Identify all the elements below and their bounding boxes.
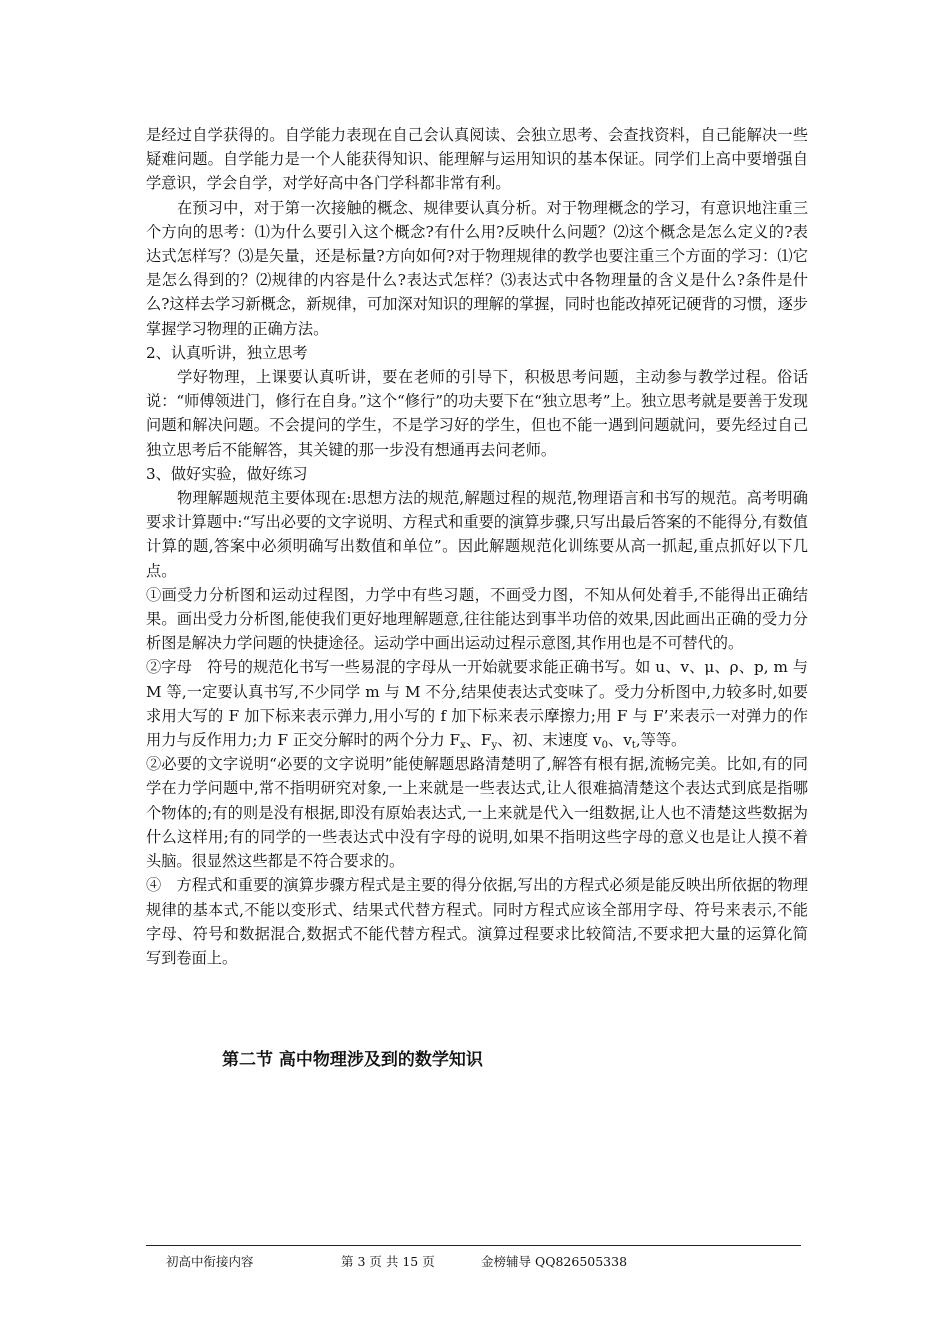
footer-page-number: 第 3 页 共 15 页 (341, 1254, 435, 1269)
paragraph-text-explanation: ②必要的文字说明“必要的文字说明”能使解题思路清楚明了,解答有根有据,流畅完美。比如,有的同学在力学问题中,常不指明研究对象,一上来就是一些表达式,让人很难搞清楚这个表达式到底是指哪个物体的;有的则是没有根据,即没有原始表达式,一上来就是代入一组数据,让人也不清楚这些数据为什么这样用;有的同学的一些表达式中没有字母的说明,如果不指明这些字母的意义也是让人摸不着头脑。很显然这些都是不符合要求的。 (146, 755, 808, 871)
paragraph-preview: 在预习中，对于第一次接触的概念、规律要认真分析。对于物理概念的学习，有意识地注重三个方向的思考：⑴为什么要引入这个概念?有什么用?反映什么问题？⑵这个概念是怎么定义的?表达式怎样写？⑶是矢量，还是标量?方向如何?对于物理规律的教学也要注重三个方面的学习：⑴它是怎么得到的？⑵规律的内容是什么?表达式怎样？⑶表达式中各物理量的含义是什么?条件是什么?这样去学习新概念，新规律，可加深对知识的理解的掌握，同时也能改掉死记硬背的习惯，逐步掌握学习物理的正确方法。 (146, 198, 808, 338)
page-body (146, 123, 808, 970)
paragraph-equations: ④ 方程式和重要的演算步骤方程式是主要的得分依据,写出的方程式必须是能反映出所依据的物理规律的基本式,不能以变形式、结果式代替方程式。同时方程式应该全部用字母、符号来表示,不能字母、符号和数据混合,数据式不能代替方程式。演算过程要求比较简洁,不要求把大量的运算化简写到卷面上。 (146, 876, 808, 967)
symbols-text-5: ,等等。 (635, 731, 687, 750)
paragraph-self-study: 是经过自学获得的。自学能力表现在自己会认真阅读、会独立思考、会查找资料，自己能解决一些疑难问题。自学能力是一个人能获得知识、能理解与运用知识的基本保证。同学们上高中要增强自学意识，学会自学，对学好高中各门学科都非常有利。 (146, 126, 808, 193)
subscript-0: 0 (601, 740, 609, 752)
symbols-text-2: 、F (465, 731, 492, 750)
subscript-y: y (491, 740, 498, 752)
symbols-text: ②字母 符号的规范化书写一些易混的字母从一开始就要求能正确书写。如 u、v、μ、ρ、p, m 与 M 等,一定要认真书写,不少同学 m 与 M 不分,结果使表达式变味了。受力分析图中,力较多时,如要求用大写的 F 加下标来表示弹力,用小写的 f 加下标来表示摩擦力;用 F 与 F’来表示一对弹力的作用力与反作用力;力 F 正交分解时的两个分力 F (146, 658, 808, 750)
heading-experiments: 3、做好实验，做好练习 (146, 464, 308, 483)
heading-listen-think: 2、认真听讲，独立思考 (146, 343, 308, 362)
footer-left: 初高中衔接内容 (166, 1254, 254, 1269)
footer-divider (146, 1245, 801, 1246)
footer-right: 金榜辅导 QQ826505338 (481, 1254, 628, 1269)
symbols-text-3: 、初、末速度 v (497, 731, 602, 750)
symbols-text-4: 、v (608, 731, 632, 750)
paragraph-symbols (146, 655, 808, 752)
subscript-x: x (460, 740, 466, 752)
paragraph-force-diagram: ①画受力分析图和运动过程图，力学中有些习题，不画受力图，不知从何处着手,不能得出正确结果。画出受力分析图,能使我们更好地理解题意,往往能达到事半功倍的效果,因此画出正确的受力分析图是解决力学问题的快捷途径。运动学中画出运动过程示意图,其作用也是不可替代的。 (146, 585, 808, 653)
paragraph-standards: 物理解题规范主要体现在:思想方法的规范,解题过程的规范,物理语言和书写的规范。高考明确要求计算题中:“写出必要的文字说明、方程式和重要的演算步骤,只写出最后答案的不能得分,有数值计算的题,答案中必须明确写出数值和单位”。因此解题规范化训练要从高一抓起,重点抓好以下几点。 (146, 489, 808, 580)
section-title: 第二节 高中物理涉及到的数学知识 (222, 1050, 483, 1070)
paragraph-listen: 学好物理，上课要认真听讲，要在老师的引导下，积极思考问题，主动参与教学过程。俗话说：“师傅领进门，修行在自身。”这个“修行”的功夫要下在“独立思考”上。独立思考就是要善于发现问题和解决问题。不会提问的学生，不是学习好的学生，但也不能一遇到问题就问，要先经过自己独立思考后不能解答，其关键的那一步没有想通再去问老师。 (146, 368, 808, 459)
subscript-t: t (631, 740, 636, 752)
